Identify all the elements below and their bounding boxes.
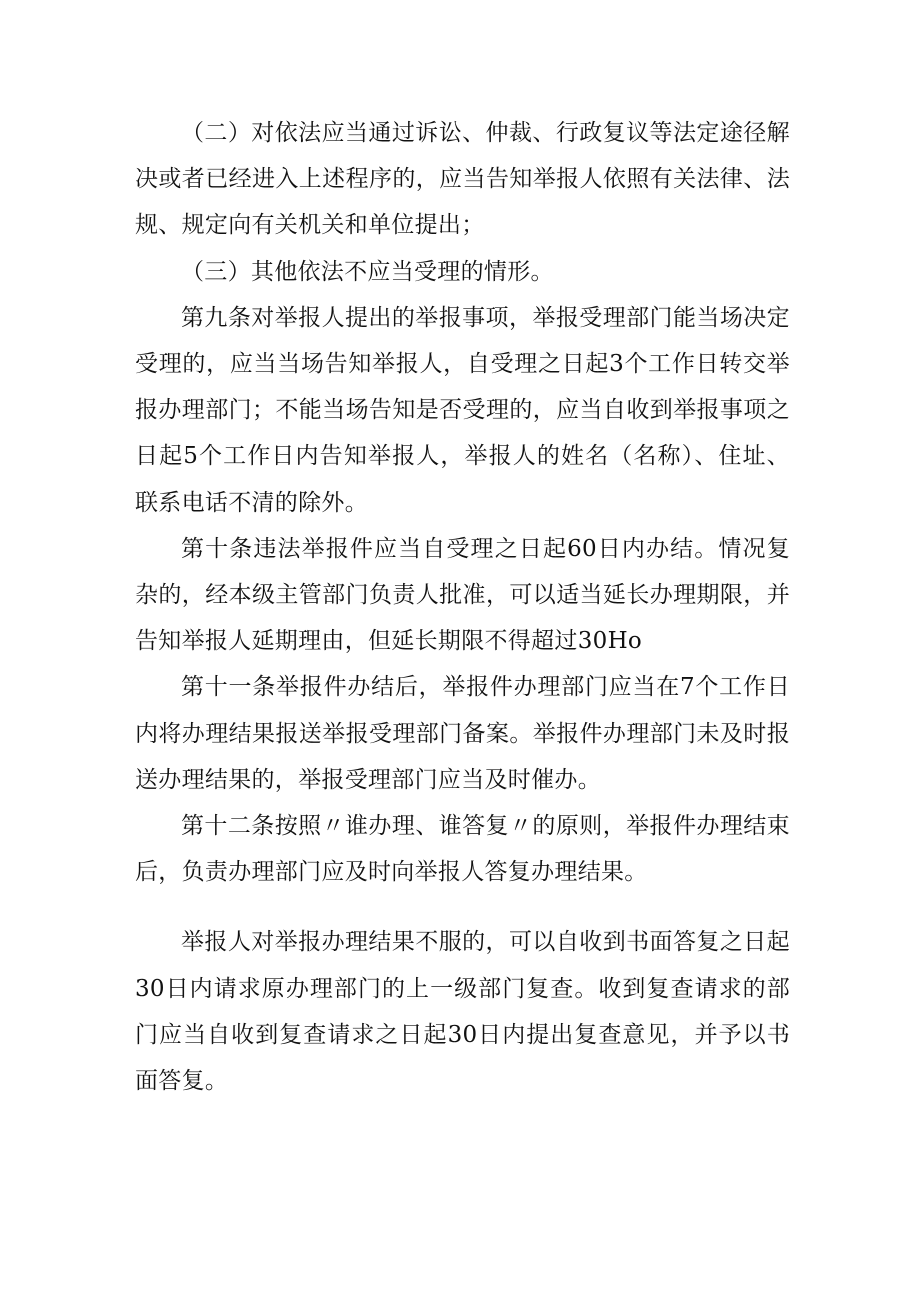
document-body (135, 110, 790, 1104)
paragraph-clause-3: （三）其他依法不应当受理的情形。 (181, 258, 554, 285)
paragraph-article-9: 第九条对举报人提出的举报事项，举报受理部门能当场决定受理的，应当当场告知举报人，自受理之日起3个工作日转交举报办理部门；不能当场告知是否受理的，应当自收到举报事项之日起5个工作日内告知举报人，举报人的姓名（名称）、住址、联系电话不清的除外。 (135, 304, 790, 516)
paragraph-article-11: 第十一条举报件办结后，举报件办理部门应当在7个工作日内将办理结果报送举报受理部门备案。举报件办理部门未及时报送办理结果的，举报受理部门应当及时催办。 (135, 674, 790, 793)
paragraph-review-request: 举报人对举报办理结果不服的，可以自收到书面答复之日起30日内请求原办理部门的上一级部门复查。收到复查请求的部门应当自收到复查请求之日起30日内提出复查意见，并予以书面答复。 (135, 929, 790, 1095)
paragraph-article-10: 第十条违法举报件应当自受理之日起60日内办结。情况复杂的，经本级主管部门负责人批准，可以适当延长办理期限，并告知举报人延期理由，但延长期限不得超过30Ho (135, 535, 790, 655)
paragraph-article-12: 第十二条按照〃谁办理、谁答复〃的原则，举报件办理结束后，负责办理部门应及时向举报人答复办理结果。 (135, 813, 790, 886)
paragraph-clause-2: （二）对依法应当通过诉讼、仲裁、行政复议等法定途径解决或者已经进入上述程序的，应当告知举报人依照有关法律、法规、规定向有关机关和单位提出； (135, 120, 790, 239)
